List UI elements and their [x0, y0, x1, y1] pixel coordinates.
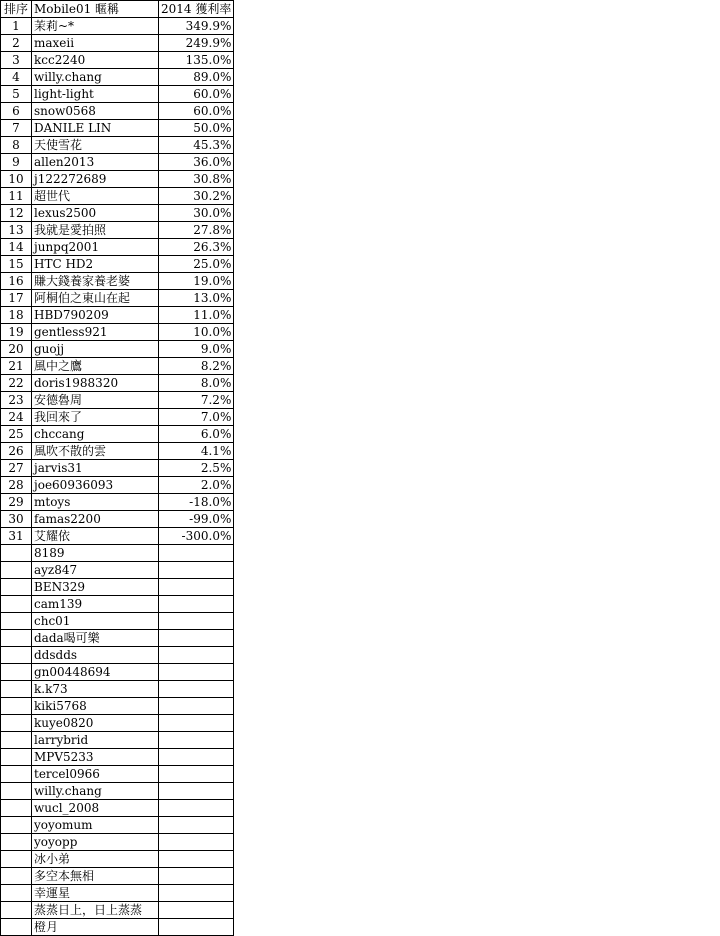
nickname-cell: 冰小弟 — [32, 851, 159, 868]
rank-cell — [1, 817, 32, 834]
rank-cell: 3 — [1, 52, 32, 69]
nickname-cell: tercel0966 — [32, 766, 159, 783]
nickname-cell: light-light — [32, 86, 159, 103]
nickname-cell: kcc2240 — [32, 52, 159, 69]
table-row — [1, 919, 234, 936]
rank-cell — [1, 919, 32, 936]
rank-cell: 14 — [1, 239, 32, 256]
table-row — [1, 69, 234, 86]
return-rate-cell — [159, 783, 234, 800]
rank-cell — [1, 681, 32, 698]
nickname-cell: 超世代 — [32, 188, 159, 205]
rank-cell — [1, 647, 32, 664]
return-rate-cell — [159, 919, 234, 936]
header-return-rate: 2014 獲利率 — [159, 1, 234, 18]
nickname-cell: 8189 — [32, 545, 159, 562]
return-rate-cell — [159, 817, 234, 834]
table-row — [1, 375, 234, 392]
nickname-cell: jarvis31 — [32, 460, 159, 477]
nickname-cell: joe60936093 — [32, 477, 159, 494]
rank-cell: 11 — [1, 188, 32, 205]
table-row — [1, 528, 234, 545]
table-row — [1, 545, 234, 562]
rank-cell — [1, 732, 32, 749]
rank-cell: 26 — [1, 443, 32, 460]
return-rate-cell — [159, 545, 234, 562]
table-row — [1, 613, 234, 630]
nickname-cell: 風中之鷹 — [32, 358, 159, 375]
return-rate-cell — [159, 749, 234, 766]
table-row — [1, 426, 234, 443]
rank-cell — [1, 715, 32, 732]
nickname-cell: DANILE LIN — [32, 120, 159, 137]
nickname-cell: famas2200 — [32, 511, 159, 528]
return-rate-cell: 60.0% — [159, 103, 234, 120]
nickname-cell: 風吹不散的雲 — [32, 443, 159, 460]
table-row — [1, 766, 234, 783]
table-row — [1, 120, 234, 137]
table-row — [1, 681, 234, 698]
rank-cell — [1, 630, 32, 647]
table-row — [1, 715, 234, 732]
rank-cell: 20 — [1, 341, 32, 358]
return-rate-cell: -99.0% — [159, 511, 234, 528]
nickname-cell: 橙月 — [32, 919, 159, 936]
return-rate-cell — [159, 647, 234, 664]
table-row — [1, 579, 234, 596]
nickname-cell: 多空本無相 — [32, 868, 159, 885]
return-rate-cell: 89.0% — [159, 69, 234, 86]
rank-cell: 7 — [1, 120, 32, 137]
rank-cell — [1, 902, 32, 919]
rank-cell — [1, 613, 32, 630]
nickname-cell: j122272689 — [32, 171, 159, 188]
return-rate-cell: 26.3% — [159, 239, 234, 256]
rank-cell — [1, 766, 32, 783]
table-row — [1, 596, 234, 613]
table-row — [1, 630, 234, 647]
nickname-cell: chccang — [32, 426, 159, 443]
return-rate-cell: -300.0% — [159, 528, 234, 545]
return-rate-cell: 249.9% — [159, 35, 234, 52]
return-rate-cell: 9.0% — [159, 341, 234, 358]
rank-cell — [1, 664, 32, 681]
table-row — [1, 885, 234, 902]
nickname-cell: doris1988320 — [32, 375, 159, 392]
return-rate-cell — [159, 902, 234, 919]
rank-cell — [1, 885, 32, 902]
table-row — [1, 868, 234, 885]
nickname-cell: dada喝可樂 — [32, 630, 159, 647]
rank-cell — [1, 749, 32, 766]
return-rate-cell: 135.0% — [159, 52, 234, 69]
rank-cell: 8 — [1, 137, 32, 154]
nickname-cell: willy.chang — [32, 69, 159, 86]
nickname-cell: snow0568 — [32, 103, 159, 120]
return-rate-cell: 11.0% — [159, 307, 234, 324]
rank-cell — [1, 596, 32, 613]
nickname-cell: ddsdds — [32, 647, 159, 664]
table-row — [1, 443, 234, 460]
nickname-cell: 我回來了 — [32, 409, 159, 426]
table-row — [1, 851, 234, 868]
nickname-cell: larrybrid — [32, 732, 159, 749]
return-rate-cell: 8.2% — [159, 358, 234, 375]
return-rate-cell: 4.1% — [159, 443, 234, 460]
table-row — [1, 35, 234, 52]
return-rate-cell: 45.3% — [159, 137, 234, 154]
return-rate-cell: 30.8% — [159, 171, 234, 188]
return-rate-cell — [159, 681, 234, 698]
nickname-cell: yoyomum — [32, 817, 159, 834]
table-row — [1, 783, 234, 800]
return-rate-cell: 7.0% — [159, 409, 234, 426]
return-rate-cell: 60.0% — [159, 86, 234, 103]
table-row — [1, 239, 234, 256]
table-row — [1, 749, 234, 766]
nickname-cell: 天使雪花 — [32, 137, 159, 154]
return-rate-cell — [159, 732, 234, 749]
rank-cell: 30 — [1, 511, 32, 528]
return-rate-cell — [159, 664, 234, 681]
nickname-cell: junpq2001 — [32, 239, 159, 256]
nickname-cell: kiki5768 — [32, 698, 159, 715]
return-rate-cell: 349.9% — [159, 18, 234, 35]
return-rate-cell: 2.5% — [159, 460, 234, 477]
nickname-cell: 阿桐伯之東山在起 — [32, 290, 159, 307]
table-row — [1, 409, 234, 426]
header-nickname: Mobile01 暱稱 — [32, 1, 159, 18]
rank-cell: 6 — [1, 103, 32, 120]
nickname-cell: chc01 — [32, 613, 159, 630]
table-row — [1, 154, 234, 171]
table-row — [1, 205, 234, 222]
return-rate-cell: 50.0% — [159, 120, 234, 137]
return-rate-cell: 25.0% — [159, 256, 234, 273]
return-rate-cell: 10.0% — [159, 324, 234, 341]
return-rate-cell — [159, 630, 234, 647]
table-row — [1, 171, 234, 188]
return-rate-cell — [159, 562, 234, 579]
nickname-cell: MPV5233 — [32, 749, 159, 766]
nickname-cell: 安德魯周 — [32, 392, 159, 409]
table-row — [1, 52, 234, 69]
return-rate-cell: 30.0% — [159, 205, 234, 222]
nickname-cell: maxeii — [32, 35, 159, 52]
rank-cell: 9 — [1, 154, 32, 171]
rank-cell: 18 — [1, 307, 32, 324]
nickname-cell: yoyopp — [32, 834, 159, 851]
return-rate-cell: 8.0% — [159, 375, 234, 392]
rank-cell: 31 — [1, 528, 32, 545]
nickname-cell: cam139 — [32, 596, 159, 613]
nickname-cell: 艾耀依 — [32, 528, 159, 545]
return-rate-cell — [159, 766, 234, 783]
rank-cell: 28 — [1, 477, 32, 494]
rank-cell — [1, 834, 32, 851]
rank-cell — [1, 851, 32, 868]
table-row — [1, 834, 234, 851]
rank-cell: 27 — [1, 460, 32, 477]
nickname-cell: mtoys — [32, 494, 159, 511]
header-rank: 排序 — [1, 1, 32, 18]
rank-cell: 21 — [1, 358, 32, 375]
return-rate-cell — [159, 596, 234, 613]
nickname-cell: gentless921 — [32, 324, 159, 341]
table-row — [1, 902, 234, 919]
return-rate-cell — [159, 698, 234, 715]
nickname-cell: willy.chang — [32, 783, 159, 800]
return-rate-cell: -18.0% — [159, 494, 234, 511]
nickname-cell: HTC HD2 — [32, 256, 159, 273]
nickname-cell: k.k73 — [32, 681, 159, 698]
return-rate-cell — [159, 715, 234, 732]
table-row — [1, 188, 234, 205]
return-rate-cell: 30.2% — [159, 188, 234, 205]
rank-cell: 17 — [1, 290, 32, 307]
rank-cell — [1, 579, 32, 596]
table-row — [1, 511, 234, 528]
return-rate-cell — [159, 885, 234, 902]
rank-cell: 22 — [1, 375, 32, 392]
table-row — [1, 137, 234, 154]
return-rate-cell — [159, 800, 234, 817]
rank-cell — [1, 800, 32, 817]
return-rate-cell: 19.0% — [159, 273, 234, 290]
table-row — [1, 732, 234, 749]
table-body — [1, 18, 234, 936]
return-rate-cell: 13.0% — [159, 290, 234, 307]
rank-cell — [1, 868, 32, 885]
rank-cell: 10 — [1, 171, 32, 188]
rank-cell — [1, 698, 32, 715]
rank-cell: 16 — [1, 273, 32, 290]
rank-cell: 29 — [1, 494, 32, 511]
rank-cell — [1, 545, 32, 562]
return-rate-cell: 2.0% — [159, 477, 234, 494]
table-row — [1, 273, 234, 290]
return-rate-cell — [159, 613, 234, 630]
nickname-cell: 蒸蒸日上，日上蒸蒸 — [32, 902, 159, 919]
rank-cell: 23 — [1, 392, 32, 409]
table-row — [1, 477, 234, 494]
rank-cell: 4 — [1, 69, 32, 86]
table-row — [1, 307, 234, 324]
rank-cell: 13 — [1, 222, 32, 239]
rank-cell: 24 — [1, 409, 32, 426]
table-row — [1, 290, 234, 307]
table-row — [1, 800, 234, 817]
table-row — [1, 103, 234, 120]
return-rate-cell — [159, 579, 234, 596]
ranking-table — [0, 0, 234, 936]
nickname-cell: 賺大錢養家養老婆 — [32, 273, 159, 290]
table-row — [1, 494, 234, 511]
nickname-cell: BEN329 — [32, 579, 159, 596]
return-rate-cell: 7.2% — [159, 392, 234, 409]
rank-cell — [1, 783, 32, 800]
return-rate-cell — [159, 834, 234, 851]
table-row — [1, 647, 234, 664]
nickname-cell: lexus2500 — [32, 205, 159, 222]
table-row — [1, 86, 234, 103]
rank-cell: 2 — [1, 35, 32, 52]
rank-cell — [1, 562, 32, 579]
nickname-cell: ayz847 — [32, 562, 159, 579]
nickname-cell: 我就是愛拍照 — [32, 222, 159, 239]
nickname-cell: HBD790209 — [32, 307, 159, 324]
table-row — [1, 562, 234, 579]
nickname-cell: kuye0820 — [32, 715, 159, 732]
nickname-cell: 幸運星 — [32, 885, 159, 902]
table-row — [1, 664, 234, 681]
table-row — [1, 460, 234, 477]
rank-cell: 25 — [1, 426, 32, 443]
table-row — [1, 358, 234, 375]
table-row — [1, 222, 234, 239]
table-row — [1, 341, 234, 358]
table-row — [1, 256, 234, 273]
nickname-cell: wucl_2008 — [32, 800, 159, 817]
rank-cell: 19 — [1, 324, 32, 341]
rank-cell: 5 — [1, 86, 32, 103]
rank-cell: 1 — [1, 18, 32, 35]
table-row — [1, 392, 234, 409]
table-row — [1, 817, 234, 834]
nickname-cell: guojj — [32, 341, 159, 358]
return-rate-cell: 27.8% — [159, 222, 234, 239]
return-rate-cell: 6.0% — [159, 426, 234, 443]
rank-cell: 15 — [1, 256, 32, 273]
table-row — [1, 324, 234, 341]
table-row — [1, 698, 234, 715]
return-rate-cell — [159, 868, 234, 885]
nickname-cell: gn00448694 — [32, 664, 159, 681]
nickname-cell: allen2013 — [32, 154, 159, 171]
table-header-row — [1, 1, 234, 18]
table-row — [1, 18, 234, 35]
return-rate-cell — [159, 851, 234, 868]
return-rate-cell: 36.0% — [159, 154, 234, 171]
nickname-cell: 茉莉~* — [32, 18, 159, 35]
rank-cell: 12 — [1, 205, 32, 222]
